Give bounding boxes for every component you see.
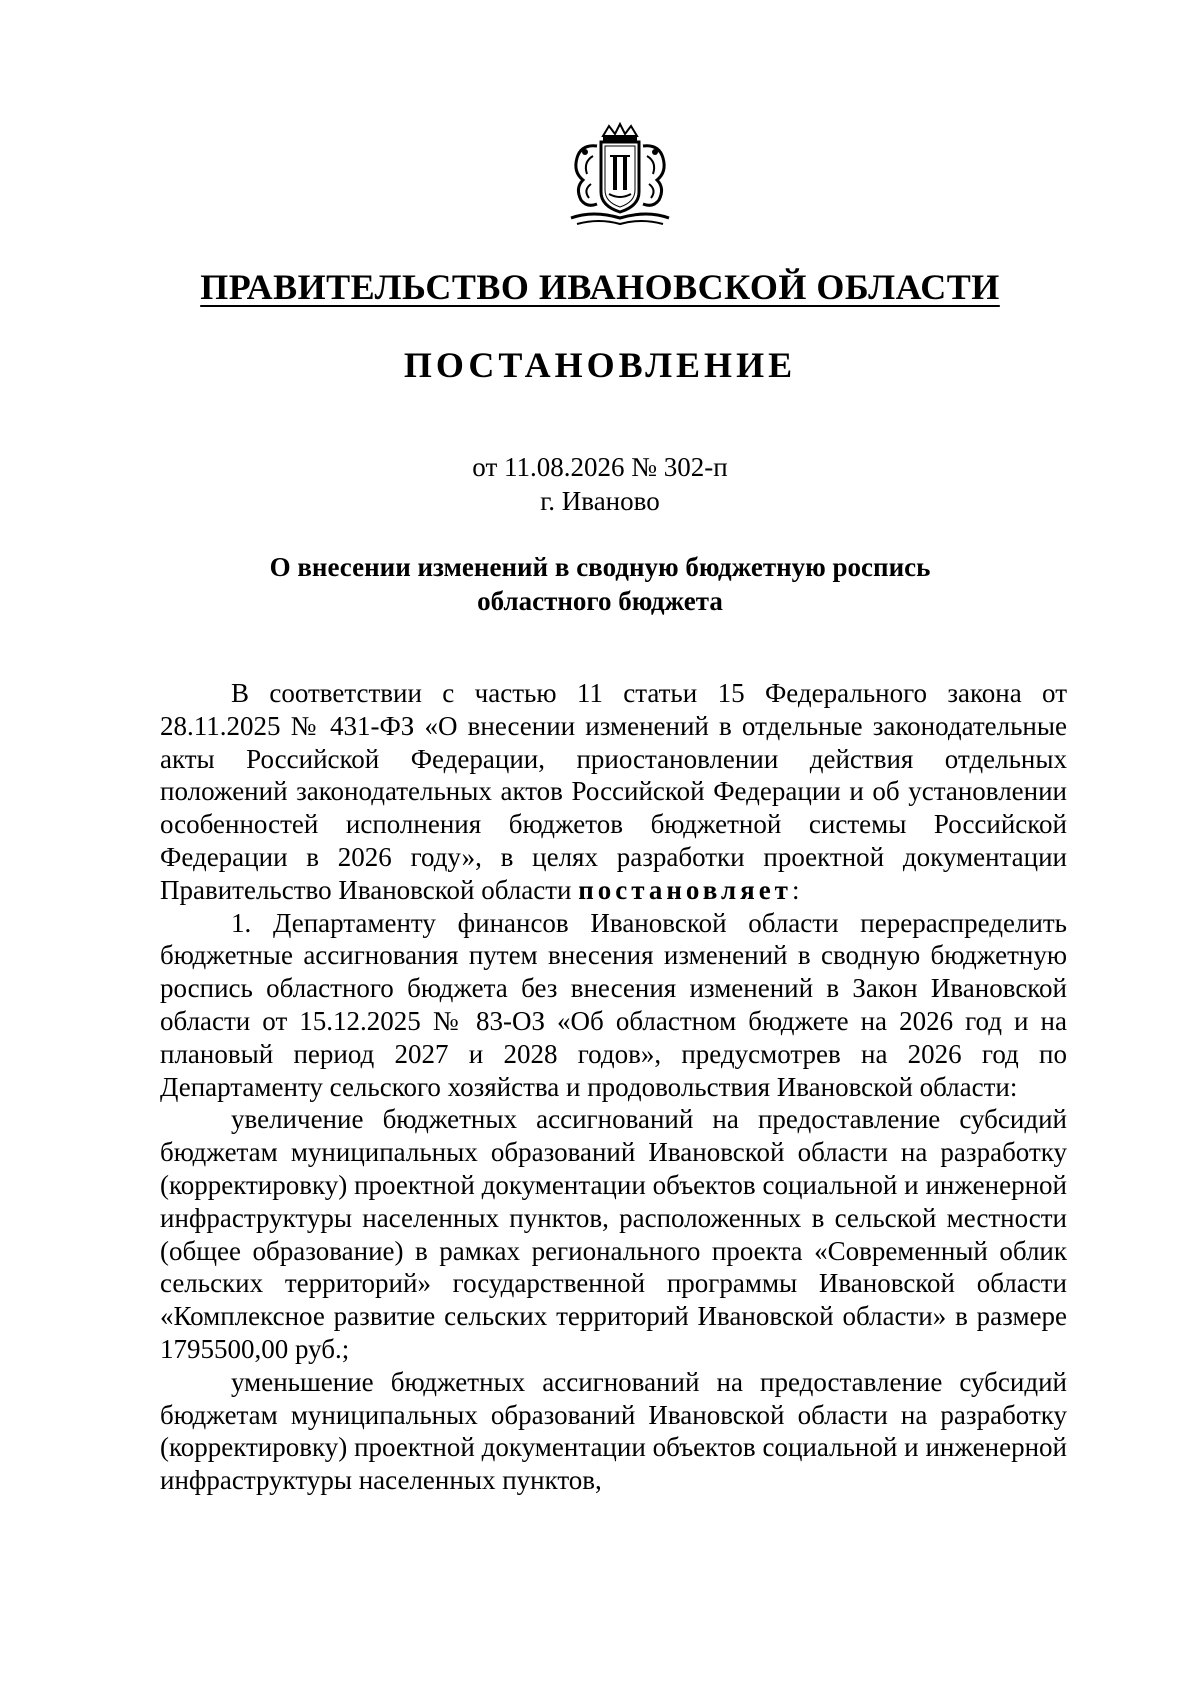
preamble-text: В соответствии с частью 11 статьи 15 Федерального закона от 28.11.2025 № 431-ФЗ «О внесении изменений в отдельные законодательные акты Российской Федерации, приостановлении действия отдельных положений законодательных актов Российской Федерации и об установлении особенностей исполнения бюджетов бюджетной системы Российской Федерации в 2026 году», в целях разработки проектной документации Правительство Ивановской области (160, 678, 1067, 905)
decree-date-number: от 11.08.2026 № 302-п (472, 452, 728, 482)
decree-body (160, 677, 1067, 1497)
decides-colon: : (791, 874, 800, 905)
coat-of-arms-emblem (563, 122, 677, 230)
decree-city: г. Иваново (540, 486, 660, 516)
date-and-number-block (0, 450, 1200, 518)
document-type-title: ПОСТАНОВЛЕНИЕ (403, 345, 797, 385)
subject-line-2: областного бюджета (477, 586, 723, 616)
government-name: ПРАВИТЕЛЬСТВО ИВАНОВСКОЙ ОБЛАСТИ (200, 267, 1000, 307)
subject-line-1: О внесении изменений в сводную бюджетную роспись (269, 552, 931, 582)
item-1-paragraph: 1. Департаменту финансов Ивановской области перераспределить бюджетные ассигнования путем внесения изменений в сводную бюджетную роспись областного бюджета без внесения изменений в Закон Ивановской области от 15.12.2025 № 83-ОЗ «Об областном бюджете на 2026 год и на плановый период 2027 и 2028 годов», предусмотрев на 2026 год по Департаменту сельского хозяйства и продовольствия Ивановской области: (160, 907, 1067, 1102)
decree-subject (0, 550, 1200, 618)
decides-word: постановляет (578, 874, 792, 905)
increase-paragraph: увеличение бюджетных ассигнований на предоставление субсидий бюджетам муниципальных образований Ивановской области на разработку (корректировку) проектной документации объектов социальной и инженерной инфраструктуры населенных пунктов, расположенных в сельской местности (общее образование) в рамках регионального проекта «Современный облик сельских территорий» государственной программы Ивановской области «Комплексное развитие сельских территорий Ивановской области» в размере 1795500,00 руб.; (160, 1104, 1067, 1364)
preamble-paragraph (160, 677, 1067, 907)
decrease-paragraph: уменьшение бюджетных ассигнований на предоставление субсидий бюджетам муниципальных образований Ивановской области на разработку (корректировку) проектной документации объектов социальной и инженерной инфраструктуры населенных пунктов, (160, 1366, 1067, 1496)
